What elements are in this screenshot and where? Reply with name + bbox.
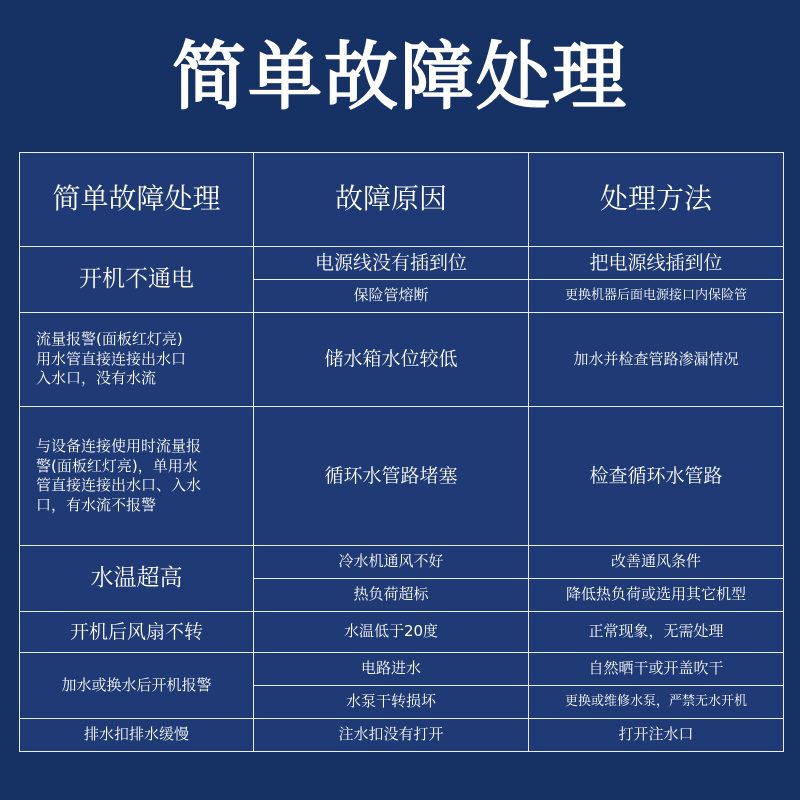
- solution-cell: 更换机器后面电源接口内保险管: [529, 280, 784, 313]
- solution-cell: 打开注水口: [529, 719, 784, 752]
- cause-cell: 储水箱水位较低: [254, 313, 529, 407]
- symptom-line: 流量报警(面板红灯亮): [36, 330, 183, 349]
- symptom-cell: 加水或换水后开机报警: [20, 653, 254, 719]
- cause-cell: 水温低于20度: [254, 612, 529, 653]
- solution-cell: 降低热负荷或选用其它机型: [529, 579, 784, 612]
- page-title: 简单故障处理: [172, 34, 628, 120]
- symptom-cell: [20, 407, 254, 546]
- solution-cell: 更换或维修水泵，严禁无水开机: [529, 686, 784, 719]
- cause-cell: 冷水机通风不好: [254, 546, 529, 579]
- table-row: [20, 313, 784, 407]
- table-row: [20, 719, 784, 752]
- header-cause: 故障原因: [254, 153, 529, 247]
- header-symptom: 简单故障处理: [20, 153, 254, 247]
- cause-cell: 热负荷超标: [254, 579, 529, 612]
- cause-cell: 注水扣没有打开: [254, 719, 529, 752]
- table-row: [20, 407, 784, 546]
- fault-table: [19, 152, 784, 752]
- solution-cell: 加水并检查管路渗漏情况: [529, 313, 784, 407]
- solution-cell: 改善通风条件: [529, 546, 784, 579]
- symptom-cell: 水温超高: [20, 546, 254, 612]
- cause-cell: 电路进水: [254, 653, 529, 686]
- symptom-line: 入水口，没有水流: [36, 369, 157, 388]
- symptom-cell: 开机不通电: [20, 247, 254, 313]
- cause-cell: 循环水管路堵塞: [254, 407, 529, 546]
- solution-cell: 正常现象，无需处理: [529, 612, 784, 653]
- solution-cell: 检查循环水管路: [529, 407, 784, 546]
- symptom-cell: 排水扣排水缓慢: [20, 719, 254, 752]
- table-header-row: [20, 153, 784, 247]
- symptom-cell: [20, 313, 254, 407]
- cause-cell: 电源线没有插到位: [254, 247, 529, 280]
- solution-cell: 把电源线插到位: [529, 247, 784, 280]
- symptom-line: 与设备连接使用时流量报: [36, 437, 202, 455]
- cause-cell: 水泵干转损坏: [254, 686, 529, 719]
- symptom-cell: 开机后风扇不转: [20, 612, 254, 653]
- solution-cell: 自然晒干或开盖吹干: [529, 653, 784, 686]
- cause-cell: 保险管熔断: [254, 280, 529, 313]
- table-row: [20, 247, 784, 280]
- table-row: [20, 653, 784, 686]
- symptom-line: 管直接连接出水口、入水: [36, 476, 202, 494]
- table-row: [20, 612, 784, 653]
- symptom-line: 用水管直接连接出水口: [36, 349, 187, 368]
- symptom-line: 警(面板红灯亮)，单用水: [36, 456, 198, 475]
- header-solution: 处理方法: [529, 153, 784, 247]
- symptom-line: 口，有水流不报警: [36, 495, 157, 514]
- table-row: [20, 546, 784, 579]
